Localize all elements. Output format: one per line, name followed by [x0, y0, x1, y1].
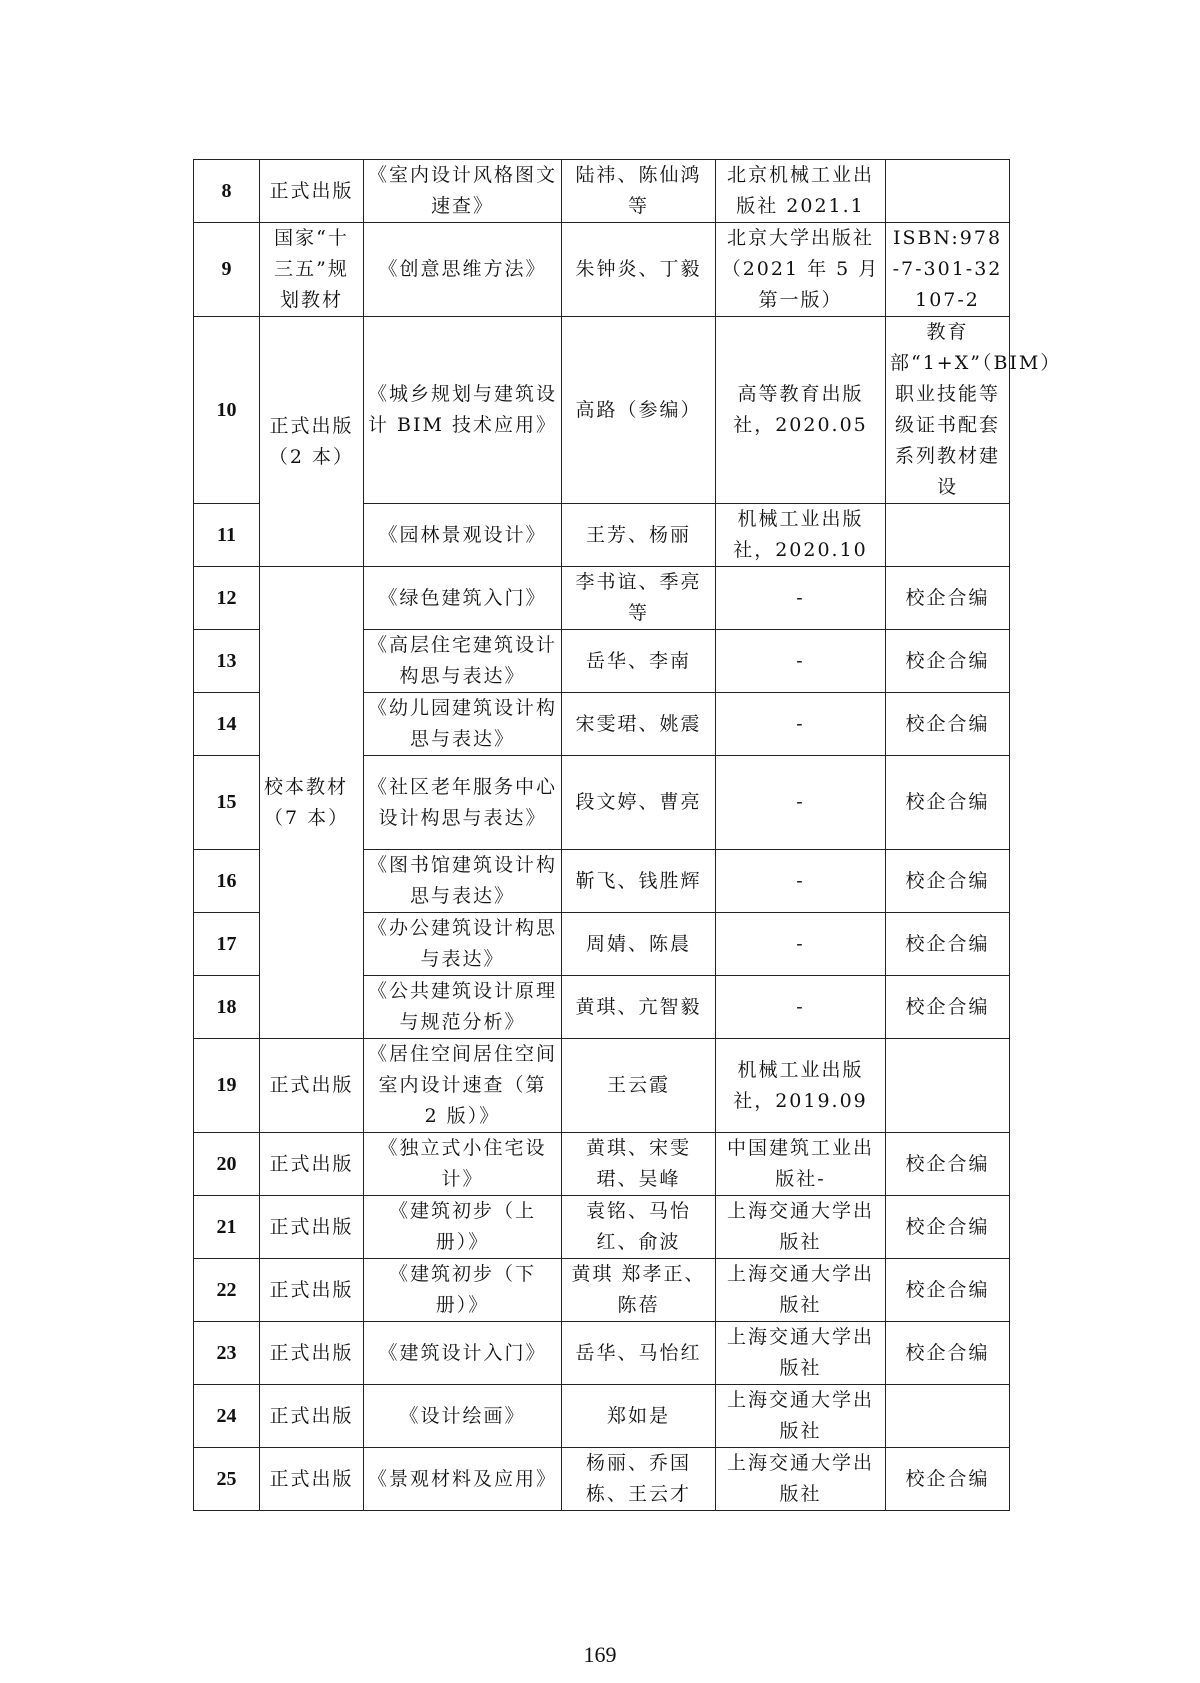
- book-author: 郑如是: [562, 1385, 716, 1448]
- book-publisher: 上海交通大学出版社: [716, 1196, 886, 1259]
- book-note: ISBN:978-7-301-32107-2: [886, 223, 1010, 317]
- row-number: 15: [194, 756, 260, 850]
- book-note: 教育部“1+X”（BIM）职业技能等级证书配套系列教材建设: [886, 317, 1010, 504]
- publish-type: 正式出版: [260, 1322, 364, 1385]
- book-title: 《设计绘画》: [364, 1385, 562, 1448]
- book-publisher: 机械工业出版社，2020.10: [716, 504, 886, 567]
- book-title: 《社区老年服务中心设计构思与表达》: [364, 756, 562, 850]
- book-publisher: -: [716, 976, 886, 1039]
- table-row: [194, 160, 1010, 223]
- row-number: 21: [194, 1196, 260, 1259]
- book-note: [886, 504, 1010, 567]
- book-note: 校企合编: [886, 1322, 1010, 1385]
- book-title: 《居住空间居住空间室内设计速查（第 2 版）》: [364, 1039, 562, 1133]
- book-note: 校企合编: [886, 1259, 1010, 1322]
- book-author: 王芳、杨丽: [562, 504, 716, 567]
- book-title: 《景观材料及应用》: [364, 1448, 562, 1511]
- book-author: 朱钟炎、丁毅: [562, 223, 716, 317]
- book-publisher: -: [716, 630, 886, 693]
- row-number: 13: [194, 630, 260, 693]
- book-author: 宋雯珺、姚震: [562, 693, 716, 756]
- book-publisher: -: [716, 913, 886, 976]
- book-note: 校企合编: [886, 567, 1010, 630]
- row-number: 25: [194, 1448, 260, 1511]
- book-title: 《建筑设计入门》: [364, 1322, 562, 1385]
- book-title: 《创意思维方法》: [364, 223, 562, 317]
- book-title: 《室内设计风格图文速查》: [364, 160, 562, 223]
- book-note: 校企合编: [886, 1133, 1010, 1196]
- book-publisher: 高等教育出版社，2020.05: [716, 317, 886, 504]
- book-title: 《公共建筑设计原理与规范分析》: [364, 976, 562, 1039]
- row-number: 9: [194, 223, 260, 317]
- table-row: [194, 1039, 1010, 1133]
- table-row: [194, 1385, 1010, 1448]
- publish-type: 校本教材（7 本）: [264, 775, 350, 829]
- row-number: 12: [194, 567, 260, 630]
- row-number: 24: [194, 1385, 260, 1448]
- row-number: 10: [194, 317, 260, 504]
- book-author: 袁铭、马怡红、俞波: [562, 1196, 716, 1259]
- row-number: 20: [194, 1133, 260, 1196]
- row-number: 19: [194, 1039, 260, 1133]
- book-publisher: 北京大学出版社（2021 年 5 月第一版）: [716, 223, 886, 317]
- book-publisher: 北京机械工业出版社 2021.1: [716, 160, 886, 223]
- book-author: 周婧、陈晨: [562, 913, 716, 976]
- book-note: 校企合编: [886, 1196, 1010, 1259]
- row-number: 23: [194, 1322, 260, 1385]
- publish-type-cell: [260, 567, 364, 1039]
- publish-type: 正式出版（2 本）: [260, 317, 364, 567]
- book-author: 黄琪 郑孝正、陈蓓: [562, 1259, 716, 1322]
- book-title: 《幼儿园建筑设计构思与表达》: [364, 693, 562, 756]
- row-number: 17: [194, 913, 260, 976]
- book-publisher: -: [716, 567, 886, 630]
- book-publisher: 上海交通大学出版社: [716, 1259, 886, 1322]
- book-note: 校企合编: [886, 630, 1010, 693]
- book-note: 校企合编: [886, 850, 1010, 913]
- table-row: [194, 1259, 1010, 1322]
- book-note: 校企合编: [886, 976, 1010, 1039]
- book-note: [886, 1385, 1010, 1448]
- book-title: 《绿色建筑入门》: [364, 567, 562, 630]
- row-number: 16: [194, 850, 260, 913]
- book-author: 岳华、马怡红: [562, 1322, 716, 1385]
- book-publisher: -: [716, 850, 886, 913]
- publish-type: 正式出版: [260, 1039, 364, 1133]
- page-number: 169: [583, 1642, 617, 1667]
- book-author: 岳华、李南: [562, 630, 716, 693]
- table-row: [194, 1322, 1010, 1385]
- publish-type: 正式出版: [260, 160, 364, 223]
- book-title: 《办公建筑设计构思与表达》: [364, 913, 562, 976]
- book-author: 王云霞: [562, 1039, 716, 1133]
- book-title: 《图书馆建筑设计构思与表达》: [364, 850, 562, 913]
- book-note: 校企合编: [886, 693, 1010, 756]
- table-row: [194, 1196, 1010, 1259]
- book-publisher: 中国建筑工业出版社-: [716, 1133, 886, 1196]
- book-title: 《建筑初步（上册）》: [364, 1196, 562, 1259]
- book-publisher: -: [716, 693, 886, 756]
- book-author: 高路（参编）: [562, 317, 716, 504]
- publish-type: 国家“十三五”规划教材: [260, 223, 364, 317]
- table-row: [194, 317, 1010, 504]
- publish-type: 正式出版: [260, 1196, 364, 1259]
- table-row: [194, 567, 1010, 630]
- book-note: 校企合编: [886, 1448, 1010, 1511]
- book-title: 《高层住宅建筑设计构思与表达》: [364, 630, 562, 693]
- table-row: [194, 1448, 1010, 1511]
- book-note: 校企合编: [886, 913, 1010, 976]
- book-publisher: 上海交通大学出版社: [716, 1322, 886, 1385]
- book-author: 靳飞、钱胜辉: [562, 850, 716, 913]
- book-note: [886, 160, 1010, 223]
- book-author: 李书谊、季亮等: [562, 567, 716, 630]
- row-number: 11: [194, 504, 260, 567]
- book-publisher: 机械工业出版社，2019.09: [716, 1039, 886, 1133]
- book-note: [886, 1039, 1010, 1133]
- book-title: 《园林景观设计》: [364, 504, 562, 567]
- book-title: 《建筑初步（下册）》: [364, 1259, 562, 1322]
- publish-type: 正式出版: [260, 1133, 364, 1196]
- row-number: 8: [194, 160, 260, 223]
- publish-type: 正式出版: [260, 1385, 364, 1448]
- book-author: 杨丽、乔国栋、王云才: [562, 1448, 716, 1511]
- row-number: 14: [194, 693, 260, 756]
- textbook-table: [193, 159, 1062, 1511]
- publish-type: 正式出版: [260, 1259, 364, 1322]
- book-author: 段文婷、曹亮: [562, 756, 716, 850]
- book-author: 黄琪、宋雯珺、吴峰: [562, 1133, 716, 1196]
- book-publisher: 上海交通大学出版社: [716, 1385, 886, 1448]
- book-author: 黄琪、亢智毅: [562, 976, 716, 1039]
- book-title: 《独立式小住宅设计》: [364, 1133, 562, 1196]
- table-row: [194, 223, 1010, 317]
- publish-type: 正式出版: [260, 1448, 364, 1511]
- book-author: 陆祎、陈仙鸿等: [562, 160, 716, 223]
- row-number: 22: [194, 1259, 260, 1322]
- book-publisher: -: [716, 756, 886, 850]
- book-note: 校企合编: [886, 756, 1010, 850]
- book-publisher: 上海交通大学出版社: [716, 1448, 886, 1511]
- row-number: 18: [194, 976, 260, 1039]
- book-title: 《城乡规划与建筑设计 BIM 技术应用》: [364, 317, 562, 504]
- table-row: [194, 1133, 1010, 1196]
